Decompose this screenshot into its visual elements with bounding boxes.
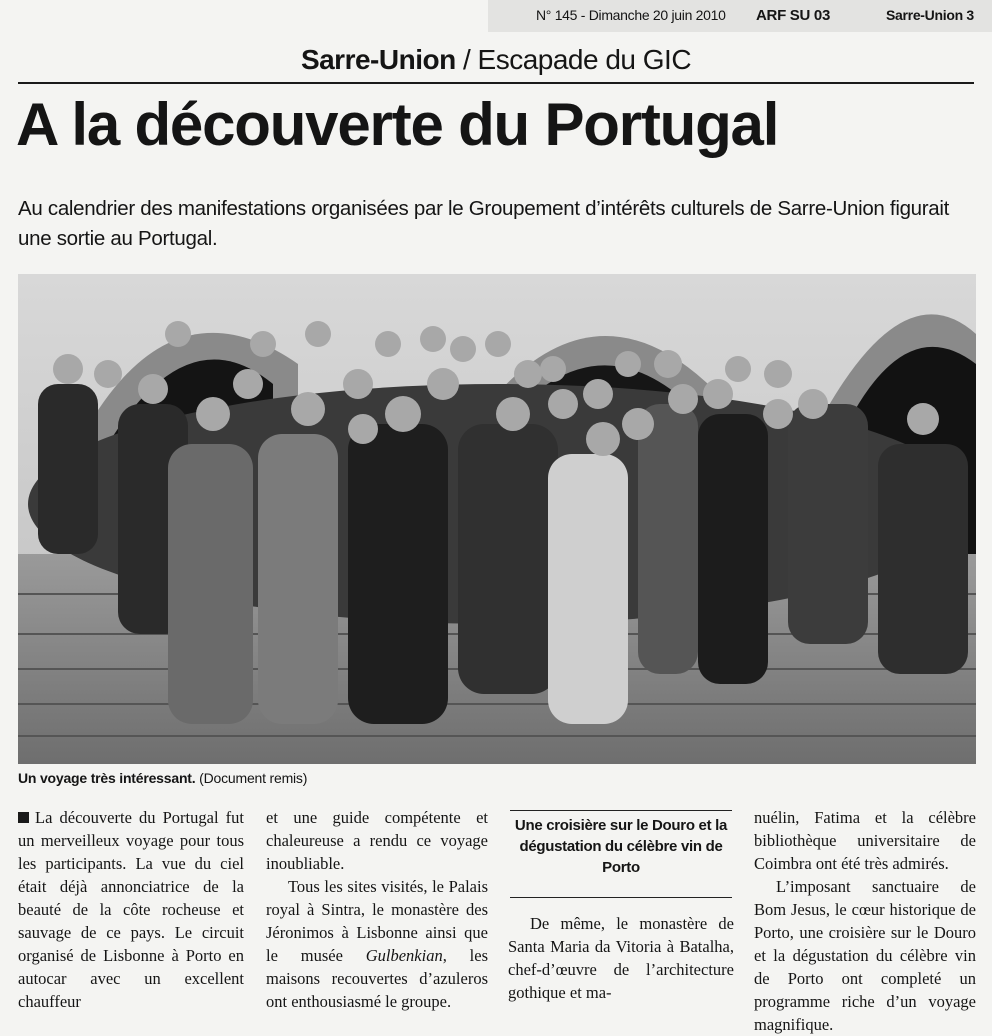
col2-museum-name: Gulbenkian <box>365 946 443 965</box>
col4-paragraph-2: L’imposant sanctuaire de Bom Jesus, le cœur historique de Porto, une croisière sur le Douro et la dégustation du célèbre vin de Porto ont completé un programme riche d’un voyage magnifique. <box>754 877 976 1034</box>
article-bullet-icon <box>18 812 29 823</box>
photo-caption <box>18 770 307 786</box>
col2-paragraph-1: et une guide compétente et chaleureuse a rendu ce voyage inoubliable. <box>266 808 488 873</box>
article-column-4 <box>754 806 976 1036</box>
edition-code: ARF SU 03 <box>756 7 830 24</box>
kicker-place: Sarre-Union <box>300 44 456 75</box>
col2-text-b: , les maisons recouvertes d’azuleros ont enthousiasmé le groupe. <box>266 946 488 1011</box>
caption-credit: (Document remis) <box>199 770 308 786</box>
masthead <box>0 0 992 34</box>
article-column-1 <box>18 806 244 1013</box>
article-column-3 <box>508 912 734 1004</box>
subheading-box: Une croisière sur le Douro et la dégustation du célèbre vin de Porto <box>510 810 732 898</box>
col4-paragraph-1: nuélin, Fatima et la célèbre bibliothèque universitaire de Coimbra ont été très admirés. <box>754 808 976 873</box>
lead-paragraph: Au calendrier des manifestations organisées par le Groupement d’intérêts culturels de Sarre-Union figurait une sortie au Portugal. <box>18 197 950 250</box>
issue-date: N° 145 - Dimanche 20 juin 2010 <box>536 7 726 23</box>
col2-paragraph-2 <box>266 875 488 1013</box>
section-kicker <box>0 44 992 76</box>
col2-text-a: Tous les sites visités, le Palais royal à Sintra, le monastère des Jéronimos à Lisbonne ainsi que le musée <box>266 877 488 965</box>
article-column-2 <box>266 806 488 1013</box>
group-photo <box>18 274 976 764</box>
headline: A la découverte du Portugal <box>16 91 779 158</box>
group-photo-illustration <box>18 274 976 764</box>
caption-title: Un voyage très intéressant. <box>18 770 196 786</box>
col1-text: La découverte du Portugal fut un merveilleux voyage pour tous les participants. La vue du ciel était déjà annonciatrice de la beauté de la côte rocheuse et sauvage de ce pays. Le circuit organisé de Lisbonne à Porto en autocar avec un excellent chauffeur <box>18 808 244 1011</box>
page-label: Sarre-Union 3 <box>886 7 974 23</box>
kicker-topic: / Escapade du GIC <box>462 44 692 75</box>
col3-text: De même, le monastère de Santa Maria da Vitoria à Batalha, chef-d’œuvre de l’architecture gothique et ma- <box>508 914 734 1002</box>
kicker-rule <box>18 82 974 84</box>
